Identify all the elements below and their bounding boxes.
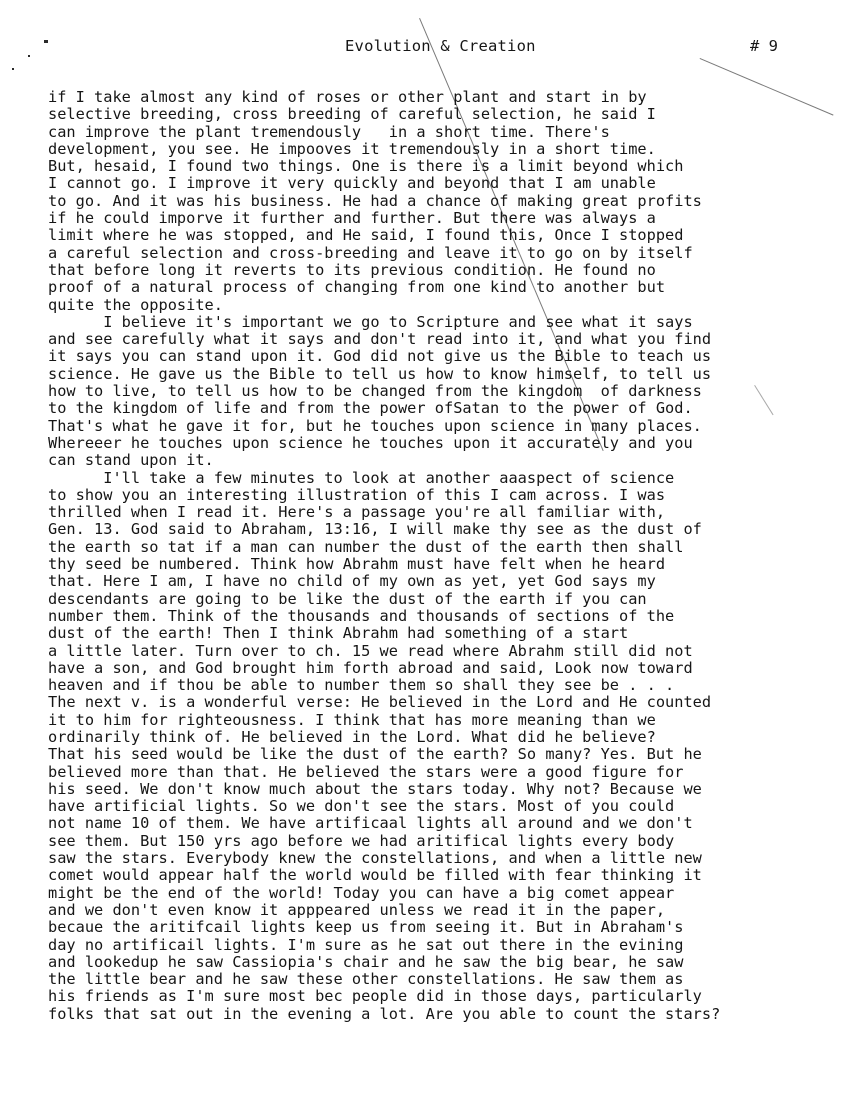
text-line: I cannot go. I improve it very quickly and beyond that I am unable bbox=[48, 174, 656, 193]
text-line: how to live, to tell us how to be changed from the kingdom of darkness bbox=[48, 382, 702, 401]
scan-speck bbox=[12, 68, 14, 70]
text-line: dust of the earth! Then I think Abrahm had something of a start bbox=[48, 624, 629, 643]
text-line: I believe it's important we go to Scripture and see what it says bbox=[48, 312, 693, 331]
text-line: Whereeer he touches upon science he touches upon it accurately and you bbox=[48, 433, 693, 452]
text-line: and see carefully what it says and don't read into it, and what you find bbox=[48, 330, 712, 349]
text-line: science. He gave us the Bible to tell us how to know himself, to tell us bbox=[48, 364, 712, 383]
text-line: the earth so tat if a man can number the dust of the earth then shall bbox=[48, 537, 684, 556]
text-line: to the kingdom of life and from the power ofSatan to the power of God. bbox=[48, 399, 693, 418]
text-line: his seed. We don't know much about the stars today. Why not? Because we bbox=[48, 779, 702, 798]
text-line: if I take almost any kind of roses or other plant and start in by bbox=[48, 88, 647, 106]
text-line: if he could imporve it further and further. But there was always a bbox=[48, 209, 656, 228]
scan-speck bbox=[44, 40, 48, 43]
text-line: and lookedup he saw Cassiopia's chair and he saw the big bear, he saw bbox=[48, 952, 684, 971]
text-line: to go. And it was his business. He had a chance of making great profits bbox=[48, 191, 702, 210]
text-line: folks that sat out in the evening a lot. Are you able to count the stars? bbox=[48, 1004, 721, 1023]
text-line: development, you see. He impooves it tremendously in a short time. bbox=[48, 139, 656, 158]
text-line: believed more than that. He believed the stars were a good figure for bbox=[48, 762, 684, 781]
text-line: I'll take a few minutes to look at another aaaspect of science bbox=[48, 468, 675, 487]
body-text bbox=[48, 89, 838, 1023]
text-line: the little bear and he saw these other constellations. He saw them as bbox=[48, 970, 684, 989]
text-line: that. Here I am, I have no child of my own as yet, yet God says my bbox=[48, 572, 656, 591]
text-line: can improve the plant tremendously in a short time. There's bbox=[48, 122, 610, 141]
text-line: becaue the aritifcail lights keep us from seeing it. But in Abraham's bbox=[48, 918, 684, 937]
text-line: thrilled when I read it. Here's a passage you're all familiar with, bbox=[48, 503, 666, 522]
text-line: can stand upon it. bbox=[48, 451, 214, 470]
text-line: number them. Think of the thousands and thousands of sections of the bbox=[48, 606, 675, 625]
text-line: That his seed would be like the dust of the earth? So many? Yes. But he bbox=[48, 745, 702, 764]
text-line: not name 10 of them. We have artificaal lights all around and we don't bbox=[48, 814, 693, 833]
scan-speck bbox=[28, 55, 30, 57]
text-line: might be the end of the world! Today you can have a big comet appear bbox=[48, 883, 675, 902]
text-line: it says you can stand upon it. God did not give us the Bible to teach us bbox=[48, 347, 712, 366]
text-line: descendants are going to be like the dust of the earth if you can bbox=[48, 589, 647, 608]
text-line: selective breeding, cross breeding of careful selection, he said I bbox=[48, 105, 656, 124]
text-line: have artificial lights. So we don't see the stars. Most of you could bbox=[48, 797, 675, 816]
text-line: quite the opposite. bbox=[48, 295, 223, 314]
text-line: see them. But 150 yrs ago before we had aritifical lights every body bbox=[48, 831, 675, 850]
text-line: a careful selection and cross-breeding and leave it to go on by itself bbox=[48, 243, 693, 262]
text-line: But, hesaid, I found two things. One is there is a limit beyond which bbox=[48, 157, 684, 176]
text-line: Gen. 13. God said to Abraham, 13:16, I will make thy see as the dust of bbox=[48, 520, 702, 539]
text-line: a little later. Turn over to ch. 15 we read where Abrahm still did not bbox=[48, 641, 693, 660]
text-line: have a son, and God brought him forth abroad and said, Look now toward bbox=[48, 658, 693, 677]
text-line: The next v. is a wonderful verse: He believed in the Lord and He counted bbox=[48, 693, 712, 712]
text-line: comet would appear half the world would be filled with fear thinking it bbox=[48, 866, 702, 885]
text-line: to show you an interesting illustration of this I cam across. I was bbox=[48, 485, 666, 504]
text-line: his friends as I'm sure most bec people did in those days, particularly bbox=[48, 987, 702, 1006]
text-line: it to him for righteousness. I think that has more meaning than we bbox=[48, 710, 656, 729]
text-line: That's what he gave it for, but he touches upon science in many places. bbox=[48, 416, 702, 435]
text-line: and we don't even know it apppeared unless we read it in the paper, bbox=[48, 900, 666, 919]
text-line: limit where he was stopped, and He said, I found this, Once I stopped bbox=[48, 226, 684, 245]
page-title: Evolution & Creation bbox=[345, 37, 536, 55]
text-line: that before long it reverts to its previous condition. He found no bbox=[48, 260, 656, 279]
text-line: saw the stars. Everybody knew the constellations, and when a little new bbox=[48, 849, 702, 868]
page-number: # 9 bbox=[750, 37, 778, 55]
text-line: thy seed be numbered. Think how Abrahm must have felt when he heard bbox=[48, 555, 666, 574]
text-line: day no artificail lights. I'm sure as he sat out there in the evining bbox=[48, 935, 684, 954]
text-line: heaven and if thou be able to number them so shall they see be . . . bbox=[48, 676, 675, 695]
text-line: ordinarily think of. He believed in the Lord. What did he believe? bbox=[48, 727, 656, 746]
text-line: proof of a natural process of changing from one kind to another but bbox=[48, 278, 666, 297]
